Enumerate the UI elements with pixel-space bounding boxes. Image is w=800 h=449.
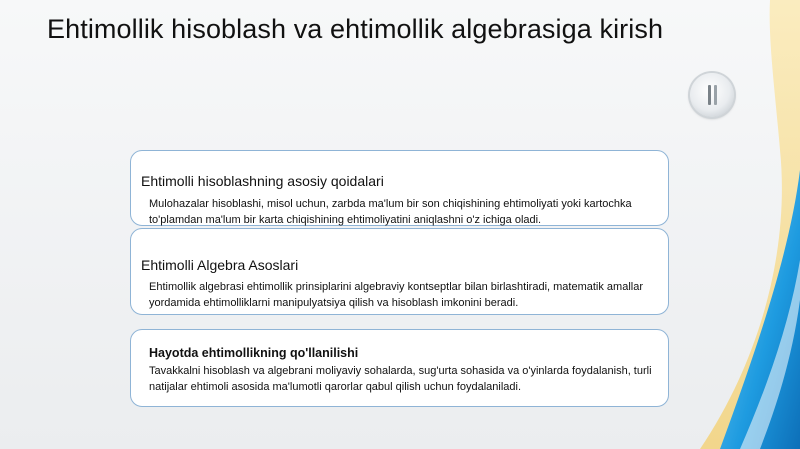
pause-button[interactable] [690,73,734,117]
card-body: Tavakkalni hisoblash va algebrani moliyaviy sohalarda, sug'urta sohasida va o'yinlarda foydalanish, turli natijalar ehtimoli asosida ma'lumotli qarorlar qabul qilish uchun foydalaniladi. [149,365,652,393]
card-probability-algebra [130,228,669,315]
card-heading: Ehtimolli hisoblashning asosiy qoidalari [141,173,384,189]
pause-icon [706,85,718,105]
card-probability-rules [130,150,669,226]
card-heading: Ehtimolli Algebra Asoslari [141,257,299,273]
card-body: Mulohazalar hisoblashi, misol uchun, zarbda ma'lum bir son chiqishining ehtimoliyati yoki kartochka to'plamdan ma'lum bir karta chiqishining ehtimoliyatini aniqlashni o'z ichiga oladi. [149,198,632,226]
card-body: Ehtimollik algebrasi ehtimollik prinsiplarini algebraviy kontseptlar bilan birlashtiradi, matematik amallar yordamida ehtimolliklarni manipulyatsiya qilish va hisoblash imkonini beradi. [149,281,643,309]
card-probability-applications [130,329,669,407]
slide-title: Ehtimollik hisoblash va ehtimollik algebrasiga kirish [47,14,664,44]
card-heading: Hayotda ehtimollikning qo'llanilishi [149,346,359,360]
